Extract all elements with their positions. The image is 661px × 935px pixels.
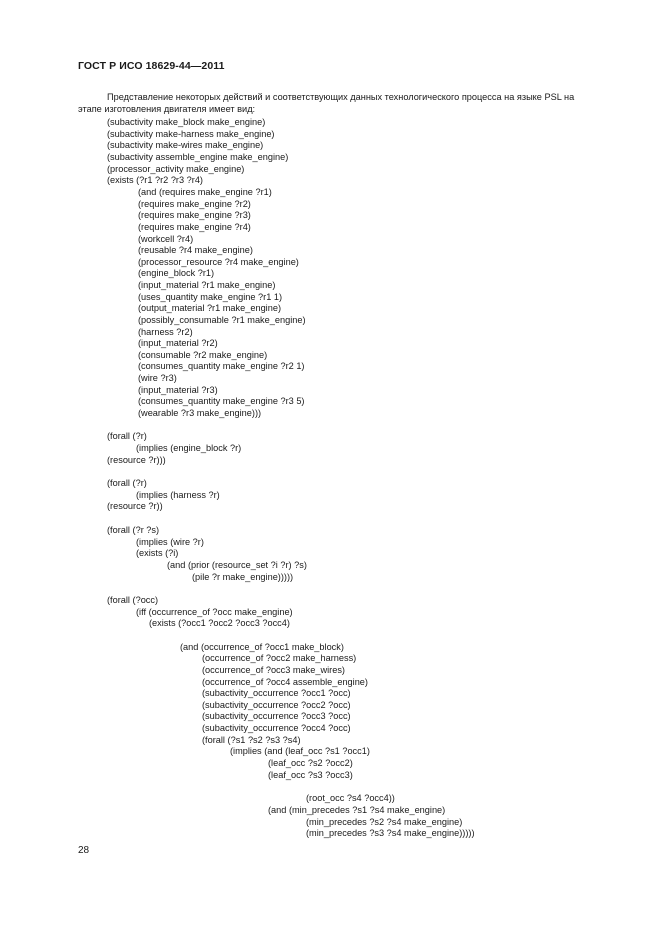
- code-line: (subactivity_occurrence ?occ2 ?occ): [202, 700, 351, 710]
- code-line: (harness ?r2): [138, 327, 193, 337]
- code-line: (exists (?r1 ?r2 ?r3 ?r4): [107, 175, 203, 185]
- code-line: (possibly_consumable ?r1 make_engine): [138, 315, 306, 325]
- code-line: (leaf_occ ?s2 ?occ2): [268, 758, 353, 768]
- intro-line-2: этапе изготовления двигателя имеет вид:: [78, 103, 256, 114]
- code-line: (processor_activity make_engine): [107, 164, 245, 174]
- code-line: (subactivity make-wires make_engine): [107, 140, 264, 150]
- code-line: (subactivity_occurrence ?occ3 ?occ): [202, 711, 351, 721]
- code-line: (iff (occurrence_of ?occ make_engine): [136, 607, 293, 617]
- code-line: (consumes_quantity make_engine ?r2 1): [138, 361, 305, 371]
- code-line: (leaf_occ ?s3 ?occ3): [268, 770, 353, 780]
- code-line: (resource ?r))): [107, 455, 166, 465]
- code-line: (implies (engine_block ?r): [136, 443, 242, 453]
- code-line: (reusable ?r4 make_engine): [138, 245, 253, 255]
- code-line: (implies (harness ?r): [136, 490, 220, 500]
- code-line: (occurrence_of ?occ3 make_wires): [202, 665, 345, 675]
- code-line: (consumable ?r2 make_engine): [138, 350, 268, 360]
- code-line: (and (occurrence_of ?occ1 make_block): [180, 642, 344, 652]
- code-line: (pile ?r make_engine))))): [192, 572, 294, 582]
- code-line: (workcell ?r4): [138, 234, 194, 244]
- code-line: (forall (?occ): [107, 595, 159, 605]
- code-line: (requires make_engine ?r4): [138, 222, 251, 232]
- code-line: (subactivity assemble_engine make_engine): [107, 152, 289, 162]
- code-line: (exists (?i): [136, 548, 179, 558]
- code-line: (forall (?s1 ?s2 ?s3 ?s4): [202, 735, 301, 745]
- code-line: (min_precedes ?s3 ?s4 make_engine))))): [306, 828, 475, 838]
- code-line: (uses_quantity make_engine ?r1 1): [138, 292, 283, 302]
- code-line: (forall (?r): [107, 431, 147, 441]
- code-line: (input_material ?r3): [138, 385, 218, 395]
- code-line: (wire ?r3): [138, 373, 177, 383]
- code-line: (exists (?occ1 ?occ2 ?occ3 ?occ4): [149, 618, 290, 628]
- code-line: (min_precedes ?s2 ?s4 make_engine): [306, 817, 463, 827]
- page-number: 28: [78, 845, 90, 856]
- code-line: (processor_resource ?r4 make_engine): [138, 257, 299, 267]
- code-line: (subactivity make-harness make_engine): [107, 129, 275, 139]
- code-line: (and (requires make_engine ?r1): [138, 187, 272, 197]
- code-line: (subactivity make_block make_engine): [107, 117, 266, 127]
- code-line: (engine_block ?r1): [138, 268, 215, 278]
- code-line: (input_material ?r2): [138, 338, 218, 348]
- code-line: (subactivity_occurrence ?occ4 ?occ): [202, 723, 351, 733]
- code-line: (subactivity_occurrence ?occ1 ?occ): [202, 688, 351, 698]
- code-line: (and (min_precedes ?s1 ?s4 make_engine): [268, 805, 446, 815]
- code-line: (requires make_engine ?r2): [138, 199, 251, 209]
- code-line: (implies (and (leaf_occ ?s1 ?occ1): [230, 746, 370, 756]
- code-line: (forall (?r): [107, 478, 147, 488]
- code-line: (wearable ?r3 make_engine))): [138, 408, 262, 418]
- code-line: (occurrence_of ?occ2 make_harness): [202, 653, 357, 663]
- code-line: (resource ?r)): [107, 501, 163, 511]
- code-line: (and (prior (resource_set ?i ?r) ?s): [167, 560, 307, 570]
- document-header: ГОСТ Р ИСО 18629-44—2011: [78, 60, 225, 72]
- code-line: (input_material ?r1 make_engine): [138, 280, 276, 290]
- code-line: (occurrence_of ?occ4 assemble_engine): [202, 677, 368, 687]
- code-line: (implies (wire ?r): [136, 537, 204, 547]
- intro-line-1: Представление некоторых действий и соответствующих данных технологического процесса на языке PSL на: [107, 92, 575, 102]
- code-line: (forall (?r ?s): [107, 525, 160, 535]
- code-line: (root_occ ?s4 ?occ4)): [306, 793, 395, 803]
- code-line: (output_material ?r1 make_engine): [138, 303, 281, 313]
- code-line: (consumes_quantity make_engine ?r3 5): [138, 396, 305, 406]
- code-line: (requires make_engine ?r3): [138, 210, 251, 220]
